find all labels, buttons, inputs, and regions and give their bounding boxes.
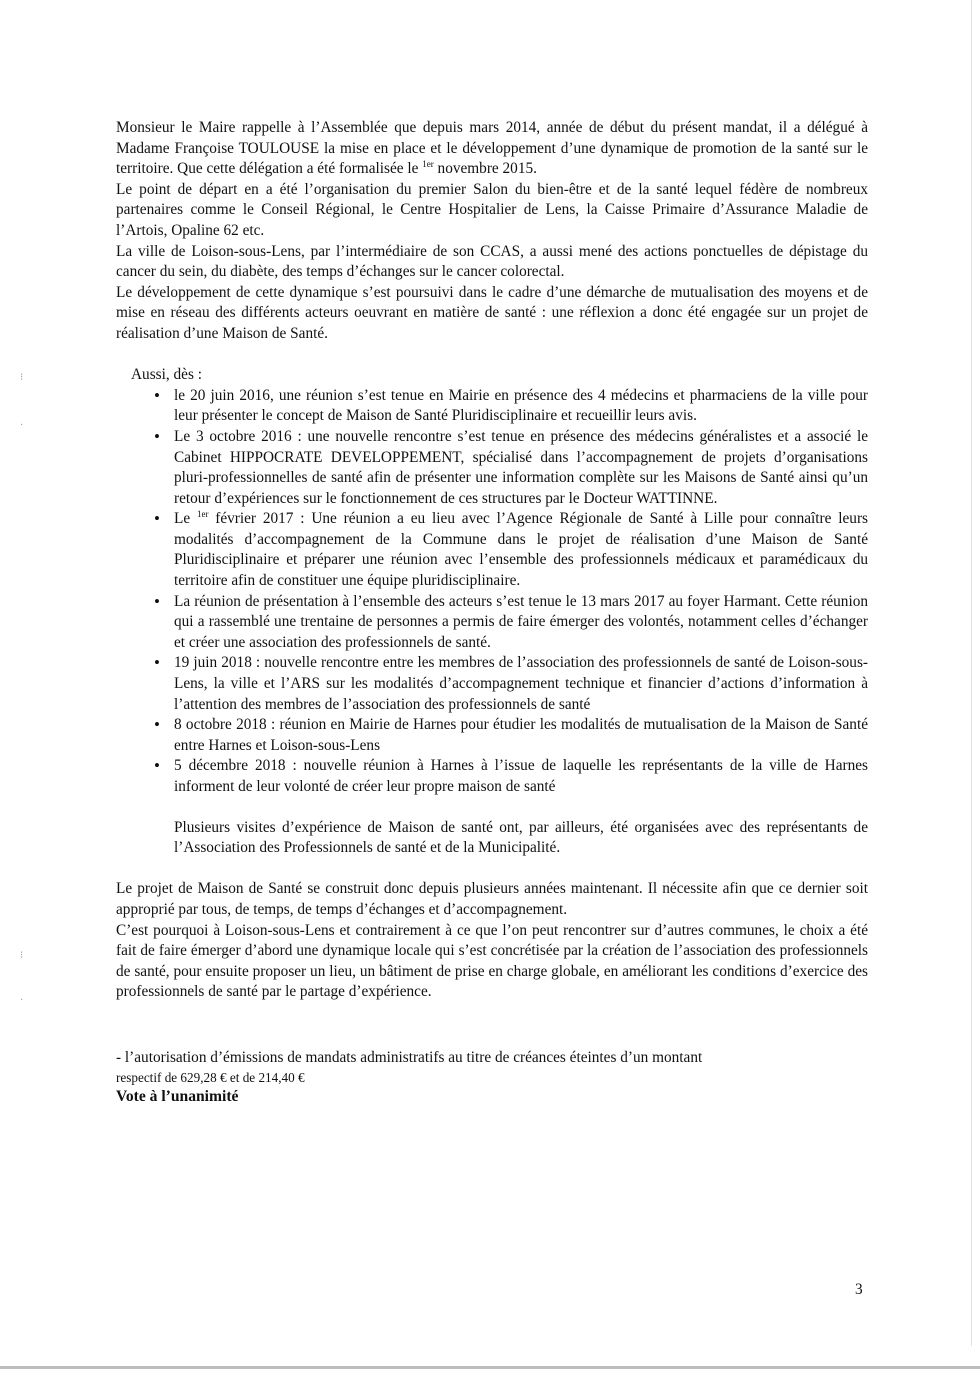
list-item-text: le 20 juin 2016, une réunion s’est tenue en Mairie en présence des 4 médecins et pharmaciens de la ville pour leur présenter le concept de Maison de Santé Pluridisciplinaire et recueillir leurs avis. [174,386,868,425]
spacer [116,859,868,880]
list-item-text: 5 décembre 2018 : nouvelle réunion à Harnes à l’issue de laquelle les représentants de la ville de Harnes informent de leur volonté de créer leur propre maison de santé [174,757,868,795]
list-item-text: 19 juin 2018 : nouvelle rencontre entre les membres de l’association des professionnels de santé de Loison-sous-Lens, la ville et l’ARS sur les modalités d’accompagnement technique et financier d’actions d’information à l’attention des membres de l’association des professionnels de santé [174,654,868,713]
vote-result: Vote à l’unanimité [116,1087,239,1105]
list-item [174,427,868,509]
list-item [174,592,868,654]
list-item-text: La réunion de présentation à l’ensemble des acteurs s’est tenue le 13 mars 2017 au foyer Harmant. Cette réunion qui a rassemblé une trentaine de personnes a permis de faire émerger des volontés, notamment celles d’échanger et créer une association des professionnels de santé. [174,592,868,651]
spacer [116,345,868,366]
mandat-line: - l’autorisation d’émissions de mandats administratifs au titre de créances éteintes d’un montant [116,1048,703,1066]
list-item-text: février 2017 : Une réunion a eu lieu avec l’Agence Régionale de Santé à Lille pour connaître leurs modalités d’accompagnement de la Commune dans le projet de réalisation d’une Maison de Santé Pluridisciplinaire et préparer une réunion avec l’ensemble des professionnels médicaux et paramédicaux du territoire afin de constituer une équipe pluridisciplinaire. [174,510,868,590]
conclusion-paragraph-1: Le projet de Maison de Santé se construit donc depuis plusieurs années maintenant. Il nécessite afin que ce dernier soit approprié par tous, de temps, de temps d’échanges et d’accompagnement. [116,880,868,918]
list-item [174,756,868,797]
intro-paragraph-3: La ville de Loison-sous-Lens, par l’intermédiaire de son CCAS, a aussi mené des actions ponctuelles de dépistage du cancer du sein, du diabète, des temps d’échanges sur le cancer colorectal. [116,242,868,281]
ordinal-superscript: 1er [196,509,209,520]
list-item-text: Le 3 octobre 2016 : une nouvelle rencontre s’est tenue en présence des médecins généralistes et a associé le Cabinet HIPPOCRATE DEVELOPPEMENT, spécialisé dans l’accompagnement de projets d’organisations pluri-professionnelles de santé afin de présenter une information complète sur les Maisons de Santé ainsi qu’un retour d’expériences sur le fonctionnement de ces structures par le Docteur WATTINNE. [174,427,868,507]
list-item-prefix: Le [174,510,197,528]
meetings-list [116,386,868,798]
intro-paragraph-4: Le développement de cette dynamique s’est poursuivi dans le cadre d’une démarche de mutualisation des moyens et de mise en réseau des différents acteurs oeuvrant en matière de santé : une réflexion a donc été engagée sur un projet de réalisation d’une Maison de Santé. [116,283,868,342]
scan-mark: · [20,995,24,1006]
list-item [174,386,868,427]
intro-paragraph-1 [116,118,868,180]
ordinal-superscript: 1er [422,159,434,170]
page-number: 3 [855,1281,863,1298]
list-item [174,715,868,756]
document-page [116,118,868,1107]
scan-mark: ⁝ [20,950,24,961]
scan-mark: ⁝ [20,372,24,383]
intro-paragraph-1-end: novembre 2015. [433,160,537,178]
list-item [174,653,868,715]
list-item [174,509,868,591]
conclusion-paragraph-2: C’est pourquoi à Loison-sous-Lens et contrairement à ce que l’on peut rencontrer sur d’autres communes, le choix a été fait de faire émerger d’abord une dynamique locale qui s’est concrétisée par la création de l’association des professionnels de santé, pour ensuite proposer un lieu, un bâtiment de prise en charge globale, en améliorant les conditions d’exercice des professionnels de santé par le partage d’expérience. [116,921,868,1001]
page-bottom-edge [0,1366,980,1369]
visits-paragraph: Plusieurs visites d’expérience de Maison de santé ont, par ailleurs, été organisées avec des représentants de l’Association des Professionnels de santé et de la Municipalité. [174,818,868,857]
intro-paragraph-2: Le point de départ en a été l’organisation du premier Salon du bien-être et de la santé lequel fédère de nombreux partenaires comme le Conseil Régional, le Centre Hospitalier de Lens, la Caisse Primaire d’Assurance Maladie de l’Artois, Opaline 62 etc. [116,180,868,239]
mandat-amount: respectif de 629,28 € et de 214,40 € [116,1069,305,1085]
intro-paragraph-1-text: Monsieur le Maire rappelle à l’Assemblée que depuis mars 2014, année de début du présent mandat, il a délégué à Madame Françoise TOULOUSE la mise en place et le développement d’une dynamique de promotion de la santé sur le territoire. Que cette délégation a été formalisée le [116,119,868,178]
aussi-heading: Aussi, dès : [131,366,202,384]
page-right-edge [971,0,972,1346]
scan-mark: · [20,420,24,431]
list-item-text: 8 octobre 2018 : réunion en Mairie de Harnes pour étudier les modalités de mutualisation de la Maison de Santé entre Harnes et Loison-sous-Lens [174,716,868,754]
